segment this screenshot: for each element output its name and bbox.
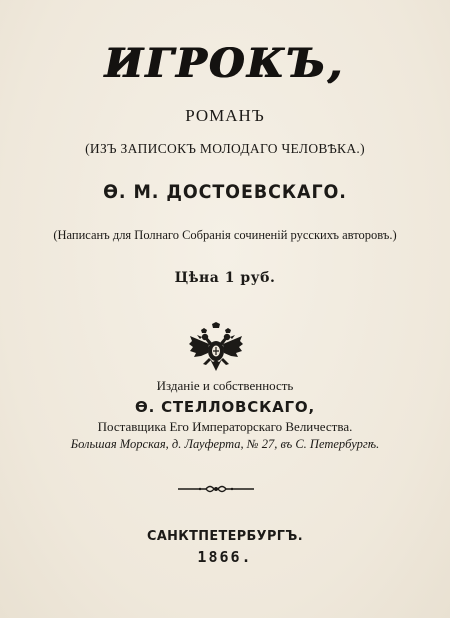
publisher-name: Ѳ. СТЕЛЛОВСКАГО, — [135, 398, 315, 416]
city-name: САНКТПЕТЕРБУРГЪ. — [147, 528, 303, 544]
subtitle: (ИЗЪ ЗАПИСОКЪ МОЛОДАГО ЧЕЛОВѢКА.) — [85, 141, 365, 156]
publisher-address: Большая Морская, д. Лауферта, № 27, въ С. Петербургѣ. — [70, 437, 380, 451]
publication-year: 1866. — [197, 548, 253, 566]
price-label: Цѣна 1 руб. — [174, 270, 276, 286]
edition-label: Изданіе и собственность — [156, 378, 294, 393]
book-title: ИГРОКЪ, — [105, 40, 345, 87]
author-name: Ѳ. М. ДОСТОЕВСКАГО. — [103, 181, 347, 203]
publisher-title: Поставщика Его Императорскаго Величества. — [97, 419, 353, 434]
genre-label: РОМАНЪ — [185, 106, 265, 125]
double-headed-eagle-icon — [188, 322, 244, 372]
ornamental-rule-icon — [178, 484, 254, 494]
edition-note: (Написанъ для Полнаго Собранія сочиненій русскихъ авторовъ.) — [53, 228, 397, 242]
